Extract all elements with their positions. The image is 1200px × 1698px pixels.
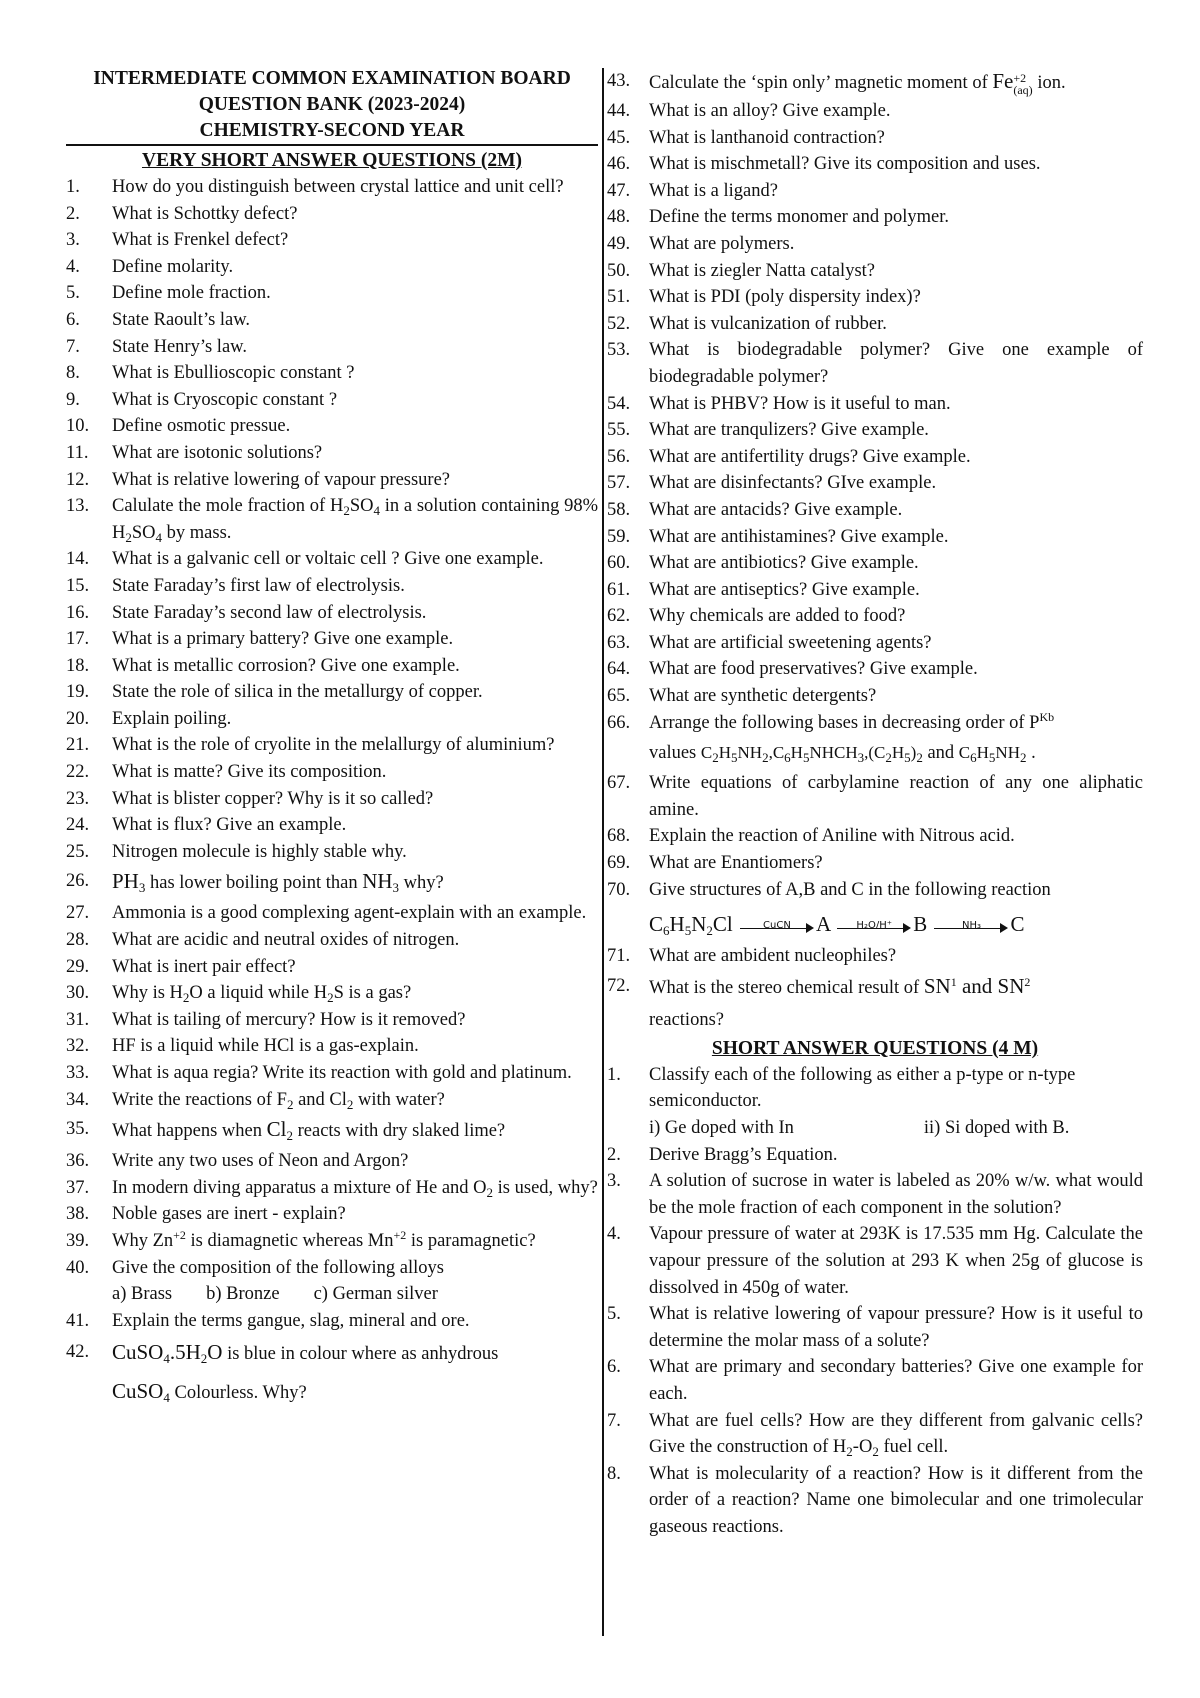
right-column (607, 66, 1143, 1541)
question-text: What are isotonic solutions? (112, 442, 323, 463)
question-number: 2. (66, 203, 80, 224)
question-item (607, 770, 1143, 823)
question-item (66, 467, 598, 494)
question-text: What is biodegradable polymer? Give one example of biodegradable polymer? (649, 340, 1143, 387)
question-item (607, 823, 1143, 850)
question-number: 47. (607, 180, 631, 201)
question-item (66, 1007, 598, 1034)
question-item (607, 603, 1143, 630)
question-text: What are food preservatives? Give example. (649, 659, 978, 680)
question-text: What is blister copper? Why is it so called? (112, 788, 434, 809)
question-item (607, 178, 1143, 205)
question-number: 19. (66, 682, 90, 703)
option: a) Brass (112, 1284, 173, 1305)
question-number: 4. (66, 256, 80, 277)
question-number: 5. (66, 283, 80, 304)
question-item: 42. $CuSO_4.5H_2O$ is blue in colour where as anhydrous CuSO$_4$ Colourless. Why? (66, 1340, 499, 1406)
question-item (66, 679, 598, 706)
question-number: 54. (607, 393, 631, 414)
question-item: 71. What are ambident nucleophiles? (607, 946, 897, 967)
question-item: 2. Derive Bragg’s Equation. (607, 1144, 838, 1165)
vsa-list-part5 (607, 98, 1143, 710)
question-item: 41. Explain the terms gangue, slag, mineral and ore. (66, 1310, 470, 1331)
question-item (607, 231, 1143, 258)
question-text: What is Frenkel defect? (112, 230, 289, 251)
question-number: 15. (66, 575, 90, 596)
question-number: 20. (66, 708, 90, 729)
question-text: What are tranqulizers? Give example. (649, 420, 929, 441)
question-item: 3. A solution of sucrose in water is labeled as 20% w/w. what would be the mole fraction of each component in the solution? (607, 1171, 1143, 1218)
question-item: 4. Vapour pressure of water at 293K is 17.535 mm Hg. Calculate the vapour pressure of the solution at 293 K when 25g of glucose is dissolved in 450g of water. (607, 1224, 1143, 1298)
question-text: State Henry’s law. (112, 336, 247, 357)
question-item (66, 440, 598, 467)
question-item (66, 307, 598, 334)
question-number: 22. (66, 762, 90, 783)
question-item (66, 334, 598, 361)
question-text: What is ziegler Natta catalyst? (649, 260, 876, 281)
question-bank-title: QUESTION BANK (2023-2024) (198, 94, 466, 115)
question-text: Nitrogen molecule is highly stable why. (112, 841, 407, 862)
question-text: What is mischmetall? Give its composition and uses. (649, 154, 1041, 175)
question-item (66, 1033, 598, 1060)
question-number: 7. (66, 336, 80, 357)
question-text: What is Ebullioscopic constant ? (112, 363, 355, 384)
question-number: 18. (66, 655, 90, 676)
question-text: Explain poiling. (112, 708, 232, 729)
question-text: What is lanthanoid contraction? (649, 127, 885, 148)
question-text: What is a ligand? (649, 180, 778, 201)
question-number: 58. (607, 499, 631, 520)
vsa-list-part4 (66, 1007, 598, 1087)
question-item (66, 626, 598, 653)
question-item (66, 900, 598, 927)
question-text: Define the terms monomer and polymer. (649, 207, 950, 228)
question-item (607, 444, 1143, 471)
reaction-arrow: H₂O/H⁺ (837, 919, 911, 933)
question-number: 64. (607, 659, 631, 680)
question-number: 11. (66, 442, 89, 463)
question-text: What are disinfectants? GIve example. (649, 473, 937, 494)
question-item (607, 284, 1143, 311)
question-text: HF is a liquid while HCl is a gas-explain. (112, 1036, 419, 1057)
question-number: 44. (607, 101, 631, 121)
reaction-scheme: C6H5N2Cl CuCN A H₂O/H⁺ B NH₃ C (649, 912, 1025, 939)
question-number: 27. (66, 903, 90, 924)
question-text: What is flux? Give an example. (112, 815, 347, 836)
question-item: 43. Calculate the ‘spin only’ magnetic moment of Fe +2 (aq) ion. (607, 69, 1066, 97)
question-item (607, 524, 1143, 551)
vsa-list-part2 (66, 546, 598, 865)
question-item (607, 151, 1143, 178)
question-number: 59. (607, 526, 631, 547)
question-text: State Raoult’s law. (112, 309, 251, 330)
question-item (607, 497, 1143, 524)
question-number: 69. (607, 853, 631, 874)
question-item (607, 656, 1143, 683)
option: b) Bronze (206, 1284, 280, 1305)
question-item (66, 573, 598, 600)
question-number: 53. (607, 340, 631, 361)
question-text: What are polymers. (649, 233, 795, 254)
question-text: Explain the reaction of Aniline with Nitrous acid. (649, 826, 1015, 847)
question-item: 1. Classify each of the following as either a p-type or n-type semiconductor. i) Ge doped with In ii) Si doped with B. (607, 1062, 1143, 1142)
question-text: What is tailing of mercury? How is it removed? (112, 1009, 466, 1030)
question-item (66, 360, 598, 387)
question-item (66, 600, 598, 627)
question-item (607, 258, 1143, 285)
question-item (66, 759, 598, 786)
question-item (66, 812, 598, 839)
question-item (607, 98, 1143, 125)
question-number: 28. (66, 930, 90, 951)
question-text: What are antiseptics? Give example. (649, 579, 920, 600)
question-text: State Faraday’s first law of electrolysis. (112, 575, 405, 596)
question-number: 61. (607, 579, 631, 600)
question-number: 31. (66, 1009, 90, 1030)
question-text: Give structures of A,B and C in the following reaction (649, 879, 1051, 900)
question-text: What are artificial sweetening agents? (649, 632, 932, 653)
question-text: What is Cryoscopic constant ? (112, 389, 338, 410)
subject-title: CHEMISTRY-SECOND YEAR (66, 118, 598, 146)
question-item (66, 254, 598, 281)
question-item: 7. What are fuel cells? How are they different from galvanic cells? Give the construction of $H_2-O_2$ fuel cell. (607, 1410, 1143, 1460)
question-number: 67. (607, 773, 631, 794)
question-item (66, 413, 598, 440)
question-item (607, 550, 1143, 577)
question-number: 55. (607, 420, 631, 441)
question-text: What is vulcanization of rubber. (649, 313, 887, 334)
option: i) Ge doped with In (649, 1118, 794, 1138)
question-number: 16. (66, 602, 90, 623)
question-number: 8. (66, 363, 80, 384)
question-text: Define mole fraction. (112, 283, 271, 304)
question-text: State the role of silica in the metallurgy of copper. (112, 682, 483, 703)
question-item: 72. What is the stereo chemical result of $SN^1$ and $SN^2$ reactions? (607, 973, 1031, 1030)
option: ii) Si doped with B. (923, 1118, 1070, 1138)
reaction-arrow: CuCN (740, 919, 814, 933)
question-item (607, 470, 1143, 497)
vsa-list-part6 (607, 770, 1143, 903)
question-item: 13. Calulate the mole fraction of $H_2SO_4$ in a solution containing 98% $H_2SO_4$ by mass. (66, 496, 598, 545)
question-text: What are antihistamines? Give example. (649, 526, 949, 547)
sa-section-title: SHORT ANSWER QUESTIONS (4 M) (711, 1037, 1039, 1059)
question-text: Define molarity. (112, 256, 234, 277)
question-number: 45. (607, 127, 631, 148)
question-item (66, 839, 598, 866)
question-number: 29. (66, 956, 90, 977)
question-number: 1. (66, 177, 80, 197)
question-item (66, 174, 598, 201)
question-item: 39. Why $Zn^{+2}$ is diamagnetic whereas $Mn^{+2}$ is paramagnetic? (66, 1227, 536, 1251)
question-text: What are acidic and neutral oxides of nitrogen. (112, 930, 460, 951)
question-number: 23. (66, 788, 90, 809)
question-number: 63. (607, 632, 631, 653)
question-item (66, 954, 598, 981)
question-item (607, 630, 1143, 657)
question-text: State Faraday’s second law of electrolysis. (112, 602, 427, 623)
question-item (66, 706, 598, 733)
question-item (66, 227, 598, 254)
question-item (66, 546, 598, 573)
question-number: 32. (66, 1036, 90, 1057)
question-item: 37. In modern diving apparatus a mixture of He and $O_2$ is used, why? (66, 1177, 598, 1200)
reaction-arrow: NH₃ (934, 919, 1008, 933)
question-number: 3. (66, 230, 80, 251)
question-item (66, 1060, 598, 1087)
question-item (607, 577, 1143, 604)
question-text: Why chemicals are added to food? (649, 606, 906, 627)
question-text: What is Schottky defect? (112, 203, 298, 224)
question-number: 51. (607, 287, 631, 308)
question-number: 62. (607, 606, 631, 627)
vsa-list-part1 (66, 174, 598, 493)
question-number: 68. (607, 826, 631, 847)
question-number: 50. (607, 260, 631, 281)
option: c) German silver (313, 1284, 438, 1305)
question-item: 26. $PH_3$ has lower boiling point than $NH_3$ why? (66, 869, 444, 896)
left-column (66, 66, 598, 1412)
question-text: What is metallic corrosion? Give one example. (112, 655, 460, 676)
question-number: 14. (66, 549, 90, 570)
question-number: 25. (66, 841, 90, 862)
question-item: 5. What is relative lowering of vapour pressure? How is it useful to determine the molar mass of a solute? (607, 1304, 1143, 1351)
question-item: 40. Give the composition of the following alloys a) Brass b) Bronze c) German silver (66, 1255, 598, 1308)
question-number: 24. (66, 815, 90, 836)
question-text: What is a galvanic cell or voltaic cell ? Give one example. (112, 549, 544, 570)
question-item (607, 311, 1143, 338)
question-text: What are antacids? Give example. (649, 499, 903, 520)
question-text: How do you distinguish between crystal lattice and unit cell? (112, 177, 564, 197)
question-item: 34. Write the reactions of $F_2$ and $Cl_2$ with water? (66, 1089, 445, 1112)
question-item: 66. Arrange the following bases in decreasing order of $P^{Kb}$ values $C_2H_5NH_2,C_6H_5NHCH_3,(C_2H_5)_2$ and $C_6H_5NH_2$ . (607, 709, 1055, 766)
question-item (607, 683, 1143, 710)
question-item (66, 201, 598, 228)
question-item (66, 280, 598, 307)
question-item (66, 732, 598, 759)
question-item (607, 877, 1143, 904)
question-item (607, 337, 1143, 390)
board-title: INTERMEDIATE COMMON EXAMINATION BOARD (93, 68, 571, 89)
question-number: 52. (607, 313, 631, 334)
question-text: What is PDI (poly dispersity index)? (649, 287, 921, 308)
question-text: What is relative lowering of vapour pressure? (112, 469, 451, 490)
question-item: 6. What are primary and secondary batteries? Give one example for each. (607, 1357, 1143, 1404)
question-number: 9. (66, 389, 80, 410)
question-item: 36. Write any two uses of Neon and Argon? (66, 1151, 409, 1172)
question-item: 8. What is molecularity of a reaction? How is it different from the order of a reaction? Name one bimolecular and one trimolecular gaseous reactions. (607, 1463, 1143, 1537)
question-item (607, 125, 1143, 152)
question-text: What are Enantiomers? (649, 853, 823, 874)
question-text: What is an alloy? Give example. (649, 101, 891, 121)
question-item (607, 204, 1143, 231)
question-text: Ammonia is a good complexing agent-explain with an example. (112, 903, 587, 924)
question-text: What is a primary battery? Give one example. (112, 629, 454, 650)
question-text: What is matte? Give its composition. (112, 762, 387, 783)
question-text: What are antifertility drugs? Give example. (649, 446, 971, 467)
question-number: 10. (66, 416, 90, 437)
question-number: 21. (66, 735, 90, 756)
question-text: What is PHBV? How is it useful to man. (649, 393, 951, 414)
question-item (607, 391, 1143, 418)
question-text: What are synthetic detergents? (649, 686, 877, 707)
vsa-list-part3 (66, 900, 598, 980)
question-item (66, 927, 598, 954)
question-number: 60. (607, 553, 631, 574)
question-number: 57. (607, 473, 631, 494)
question-item (607, 417, 1143, 444)
question-item (607, 850, 1143, 877)
question-item: 38. Noble gases are inert - explain? (66, 1204, 346, 1225)
question-text: What is the role of cryolite in the melallurgy of aluminium? (112, 735, 555, 756)
question-number: 56. (607, 446, 631, 467)
question-number: 6. (66, 309, 80, 330)
question-text: Write equations of carbylamine reaction of any one aliphatic amine. (649, 773, 1143, 820)
question-item (66, 387, 598, 414)
question-number: 65. (607, 686, 631, 707)
question-item: 35. What happens when $Cl_2$ reacts with dry slaked lime? (66, 1117, 506, 1144)
question-item (66, 653, 598, 680)
question-number: 46. (607, 154, 631, 175)
question-text: Define osmotic pressue. (112, 416, 291, 437)
question-text: What is inert pair effect? (112, 956, 296, 977)
vsa-section-title: VERY SHORT ANSWER QUESTIONS (2M) (141, 150, 523, 171)
question-number: 12. (66, 469, 90, 490)
question-number: 33. (66, 1063, 90, 1083)
column-divider (602, 68, 604, 1636)
question-item (66, 786, 598, 813)
question-number: 70. (607, 879, 631, 900)
question-text: What is aqua regia? Write its reaction with gold and platinum. (112, 1063, 572, 1083)
question-text: What are antibiotics? Give example. (649, 553, 919, 574)
question-number: 17. (66, 629, 90, 650)
question-number: 48. (607, 207, 631, 228)
question-number: 49. (607, 233, 631, 254)
question-item: 30. Why is $H_2O$ a liquid while $H_2S$ is a gas? (66, 983, 412, 1006)
